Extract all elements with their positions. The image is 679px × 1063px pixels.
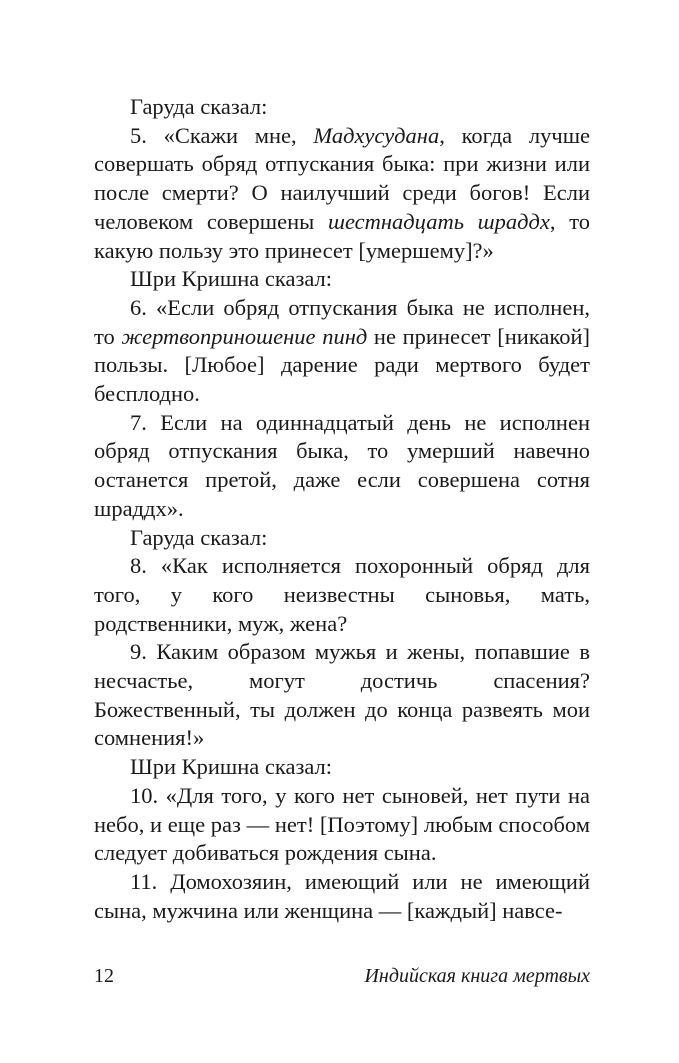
paragraph-verse-11: 11. Домохозяин, имеющий или не имеющий сына, мужчина или женщина — [каждый] навсе-: [94, 868, 590, 923]
paragraph-verse-10: 10. «Для того, у кого нет сыновей, нет пути на небо, и еще раз — нет! [Поэтому] любым способом следует добиваться рождения сына.: [94, 782, 590, 866]
paragraph-speaker-krishna: Шри Кришна сказал:: [130, 754, 333, 780]
italic-term-shraddhas: шестнадцать шраддх: [327, 208, 550, 234]
paragraph-verse-6: 6. «Если обряд отпускания быка не исполнен, то жертвоприношение пинд не принесет [никакой] пользы. [Любое] дарение ради мертвого будет бесплодно.: [94, 294, 590, 407]
paragraph-verse-8: 8. «Как исполняется похоронный обряд для того, у кого неизвестны сыновья, мать, родственники, муж, жена?: [94, 553, 590, 636]
paragraph-verse-7: 7. Если на одиннадцатый день не исполнен обряд отпускания быка, то умерший навечно останется претой, даже если совершена сотня шраддх».: [94, 409, 590, 521]
paragraph-speaker-garuda: Гаруда сказал:: [130, 524, 268, 550]
page-number: 12: [94, 965, 114, 987]
italic-term-pinda: жертвоприношение пинд: [121, 323, 368, 349]
paragraph-speaker-garuda: Гаруда сказал:: [130, 94, 268, 119]
paragraph-speaker-krishna: Шри Кришна сказал:: [130, 266, 333, 292]
page-body: [94, 93, 590, 925]
italic-term-madhusudana: Мадхусудана: [313, 122, 440, 148]
running-title: Индийская книга мертвых: [364, 965, 590, 987]
paragraph-verse-9: 9. Каким образом мужья и жены, попавшие в несчастье, могут достичь спасения? Божественный, ты должен до конца развеять мои сомнения!»: [94, 639, 590, 751]
paragraph-verse-5: 5. «Скажи мне, Мадхусудана, когда лучше совершать обряд отпускания быка: при жизни или после смерти? О наилучший среди богов! Если человеком совершены шестнадцать шраддх, то какую пользу это принесет [умершему]?»: [94, 122, 591, 263]
